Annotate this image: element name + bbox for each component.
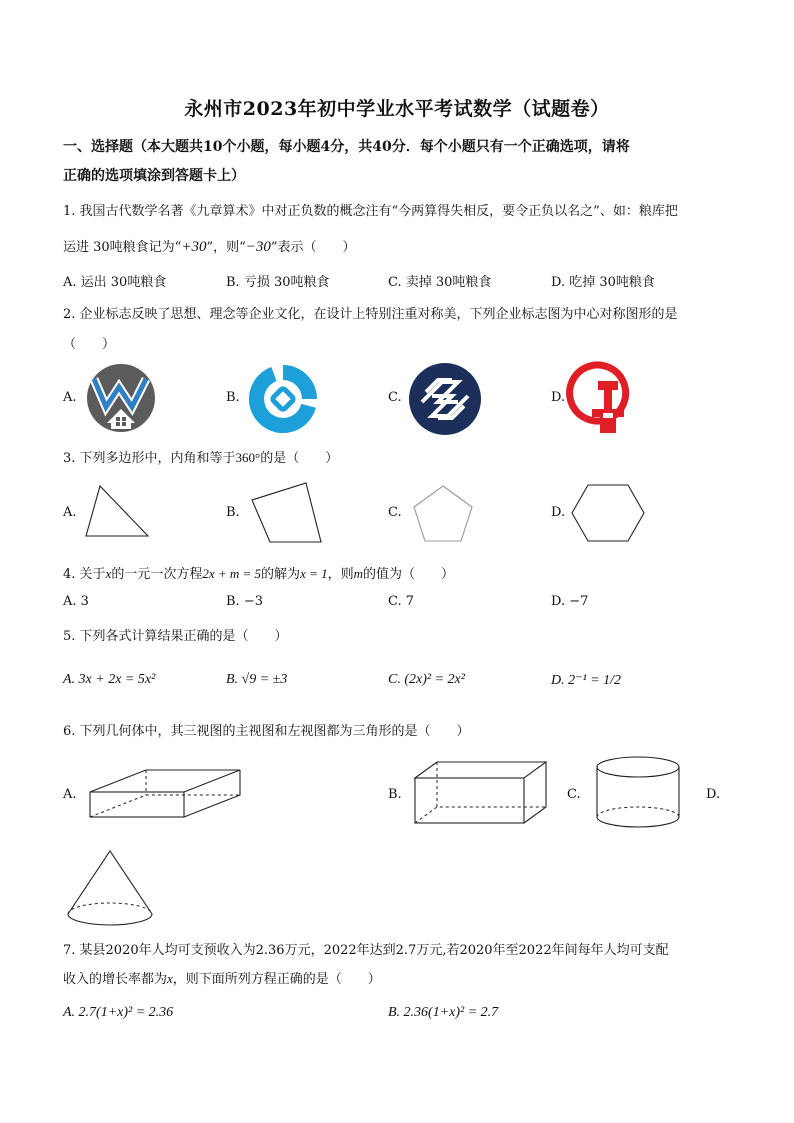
q2-option-b-label[interactable]: B. <box>226 390 240 405</box>
q4-equation: 2x + m = 5 <box>202 566 262 581</box>
q6-option-a-label[interactable]: A. <box>63 787 77 802</box>
q2-option-a-label[interactable]: A. <box>63 390 77 405</box>
q1-option-b[interactable]: B. 亏损 30吨粮食 <box>226 275 330 290</box>
q2-logo-c-image <box>408 362 482 436</box>
q6-stem: 6. 下列几何体中，其三视图的主视图和左视图都为三角形的是（ ） <box>63 724 470 739</box>
q7-text-b: ，则下面所列方程正确的是（ ） <box>172 972 381 987</box>
q4-text-e: 的值为（ ） <box>363 567 455 582</box>
q2-stem-line2: （ ） <box>63 337 116 352</box>
q3-value: 360° <box>235 450 261 465</box>
q1-value-plus: +30 <box>181 239 207 255</box>
q2-stem-line1: 2. 企业标志反映了思想、理念等企业文化，在设计上特别注重对称美，下列企业标志图为中心对称图形的是 <box>63 307 678 322</box>
section-heading-line2: 正确的选项填涂到答题卡上） <box>63 168 245 184</box>
q5-option-d[interactable]: D. 2⁻¹ = 1/2 <box>551 673 622 688</box>
q4-text-a: 4. 关于 <box>63 567 106 582</box>
q4-option-a[interactable]: A. 3 <box>63 594 89 609</box>
q5-stem: 5. 下列各式计算结果正确的是（ ） <box>63 629 288 644</box>
q1-text-b: ”，则“ <box>206 240 246 255</box>
q5-option-a[interactable]: A. 3x + 2x = 5x² <box>63 672 156 687</box>
q3-pentagon-shape <box>411 484 475 544</box>
q3-text-a: 3. 下列多边形中，内角和等于 <box>63 451 236 466</box>
q4-text-d: ，则 <box>327 567 354 582</box>
q3-triangle-shape <box>84 484 154 540</box>
q6-option-c-label[interactable]: C. <box>567 787 581 802</box>
section-heading-line1: 一、选择题（本大题共10个小题，每小题4分，共40分．每个小题只有一个正确选项，请将 <box>63 139 630 155</box>
q7-option-b[interactable]: B. 2.36(1+x)² = 2.7 <box>388 1005 499 1020</box>
q6-option-b-label[interactable]: B. <box>388 787 402 802</box>
q1-stem-line2 <box>63 236 356 256</box>
q2-option-d-label[interactable]: D. <box>551 390 566 405</box>
q5-option-c[interactable]: C. (2x)² = 2x² <box>388 672 465 687</box>
q4-var-x: x <box>105 566 112 581</box>
q7-stem-line2 <box>63 968 381 987</box>
q4-var-m: m <box>353 566 364 581</box>
q5-option-b[interactable]: B. √9 = ±3 <box>226 672 288 687</box>
q6-option-d-label[interactable]: D. <box>706 787 721 802</box>
q1-option-a[interactable]: A. 运出 30吨粮食 <box>63 275 167 290</box>
q3-text-b: 的是（ ） <box>260 451 339 466</box>
q7-text-a: 收入的增长率都为 <box>63 972 168 987</box>
q1-text-a: 运进 30吨粮食记为“ <box>63 240 182 255</box>
q3-hexagon-shape <box>570 483 646 543</box>
q2-logo-d-image <box>570 361 646 437</box>
q4-text-b: 的一元一次方程 <box>111 567 203 582</box>
q2-logo-b-image <box>246 362 320 436</box>
q6-cylinder-shape <box>594 755 682 831</box>
q3-stem <box>63 447 338 466</box>
q2-option-c-label[interactable]: C. <box>388 390 402 405</box>
q1-text-c: ”表示（ ） <box>270 240 356 255</box>
q3-option-c-label[interactable]: C. <box>388 505 402 520</box>
q4-stem <box>63 563 454 582</box>
q4-option-c[interactable]: C. 7 <box>388 594 415 609</box>
q4-option-b[interactable]: B. −3 <box>226 594 263 609</box>
q3-option-b-label[interactable]: B. <box>226 505 240 520</box>
q3-option-a-label[interactable]: A. <box>63 505 77 520</box>
q7-var-x: x <box>167 971 173 986</box>
q6-flat-prism-shape <box>86 768 244 820</box>
page-title: 永州市2023年初中学业水平考试数学（试题卷） <box>184 98 610 120</box>
q1-option-d[interactable]: D. 吃掉 30吨粮食 <box>551 275 655 290</box>
q2-logo-a-image <box>86 363 156 433</box>
q6-cone-shape <box>64 848 156 930</box>
q4-solution: x = 1 <box>300 566 328 581</box>
q6-cuboid-shape <box>412 760 550 826</box>
q4-text-c: 的解为 <box>261 567 301 582</box>
q1-option-c[interactable]: C. 卖掉 30吨粮食 <box>388 275 492 290</box>
q4-option-d[interactable]: D. −7 <box>551 594 589 609</box>
q7-stem-line1: 7. 某县2020年人均可支预收入为2.36万元，2022年达到2.7万元,若2020年至2022年间每年人均可支配 <box>63 943 669 958</box>
q3-quadrilateral-shape <box>248 480 324 546</box>
q3-option-d-label[interactable]: D. <box>551 505 566 520</box>
q1-value-minus: −30 <box>245 239 271 255</box>
q1-stem-line1: 1. 我国古代数学名著《九章算术》中对正负数的概念注有“今两算得失相反，要令正负以名之”、如：粮库把 <box>63 204 678 219</box>
q7-option-a[interactable]: A. 2.7(1+x)² = 2.36 <box>63 1005 174 1020</box>
